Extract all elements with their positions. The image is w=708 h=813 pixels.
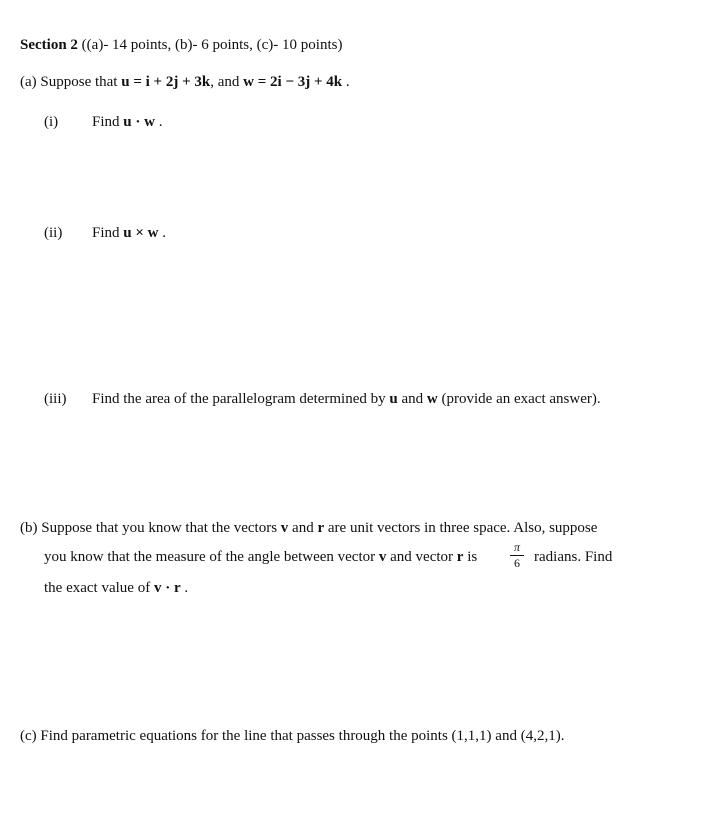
item-iii-text: [92, 390, 601, 408]
cross-product-expr: u × w: [123, 225, 159, 241]
r-vector: r: [317, 520, 325, 536]
fraction-denominator: 6: [514, 556, 520, 570]
angle-fraction: [510, 541, 524, 570]
part-b-text-1c: are unit vectors in three space. Also, suppose: [324, 520, 598, 536]
item-ii-end: .: [158, 225, 166, 241]
item-i-text: [92, 113, 162, 131]
part-a-intro-mid: , and: [210, 74, 244, 90]
part-b-line-3: [44, 579, 188, 597]
fraction-numerator: π: [513, 540, 520, 554]
part-b-text-2b: and vector: [386, 549, 457, 565]
item-i-find: Find: [92, 114, 124, 130]
part-b-text-2c: is: [463, 549, 478, 565]
part-a-intro-end: .: [342, 74, 350, 90]
item-iii-text-a: Find the area of the parallelogram determined by: [92, 391, 390, 407]
part-b-text-2a: you know that the measure of the angle between vector: [44, 549, 379, 565]
part-b-line-2: [44, 548, 477, 566]
item-ii-find: Find: [92, 225, 124, 241]
item-i-label: (i): [44, 114, 59, 130]
r-vector: r: [456, 549, 464, 565]
part-a-intro-text: (a) Suppose that: [20, 74, 122, 90]
v-dot-r-expr: v · r: [153, 580, 181, 596]
item-iii-text-c: (provide an exact answer).: [437, 391, 601, 407]
part-b-text-3a: the exact value of: [44, 580, 154, 596]
u-vector: u: [389, 391, 398, 407]
part-b-text-1a: (b) Suppose that you know that the vectors: [20, 520, 281, 536]
part-b-text-1b: and: [288, 520, 318, 536]
u-definition: u = i + 2j + 3k: [121, 74, 211, 90]
section-label: Section 2: [20, 37, 78, 53]
item-i-end: .: [154, 114, 163, 130]
section-points: ((a)- 14 points, (b)- 6 points, (c)- 10 points): [77, 37, 343, 53]
item-iii-label: (iii): [44, 391, 67, 407]
v-vector: v: [378, 549, 387, 565]
section-title: [20, 36, 342, 54]
w-vector: w: [426, 391, 438, 407]
item-ii-text: [92, 224, 166, 242]
part-b-line-1: [20, 519, 597, 537]
item-iii-text-b: and: [397, 391, 427, 407]
w-definition: w = 2i − 3j + 4k: [243, 74, 343, 90]
part-a-intro: [20, 73, 350, 91]
dot-product-expr: u · w: [123, 114, 155, 130]
part-b-radians: radians. Find: [534, 549, 613, 565]
part-b-text-3b: .: [180, 580, 189, 596]
part-c-text: (c) Find parametric equations for the line that passes through the points (1,1,1) and (4,2,1).: [20, 728, 565, 744]
item-ii-label: (ii): [44, 225, 63, 241]
v-vector: v: [280, 520, 289, 536]
